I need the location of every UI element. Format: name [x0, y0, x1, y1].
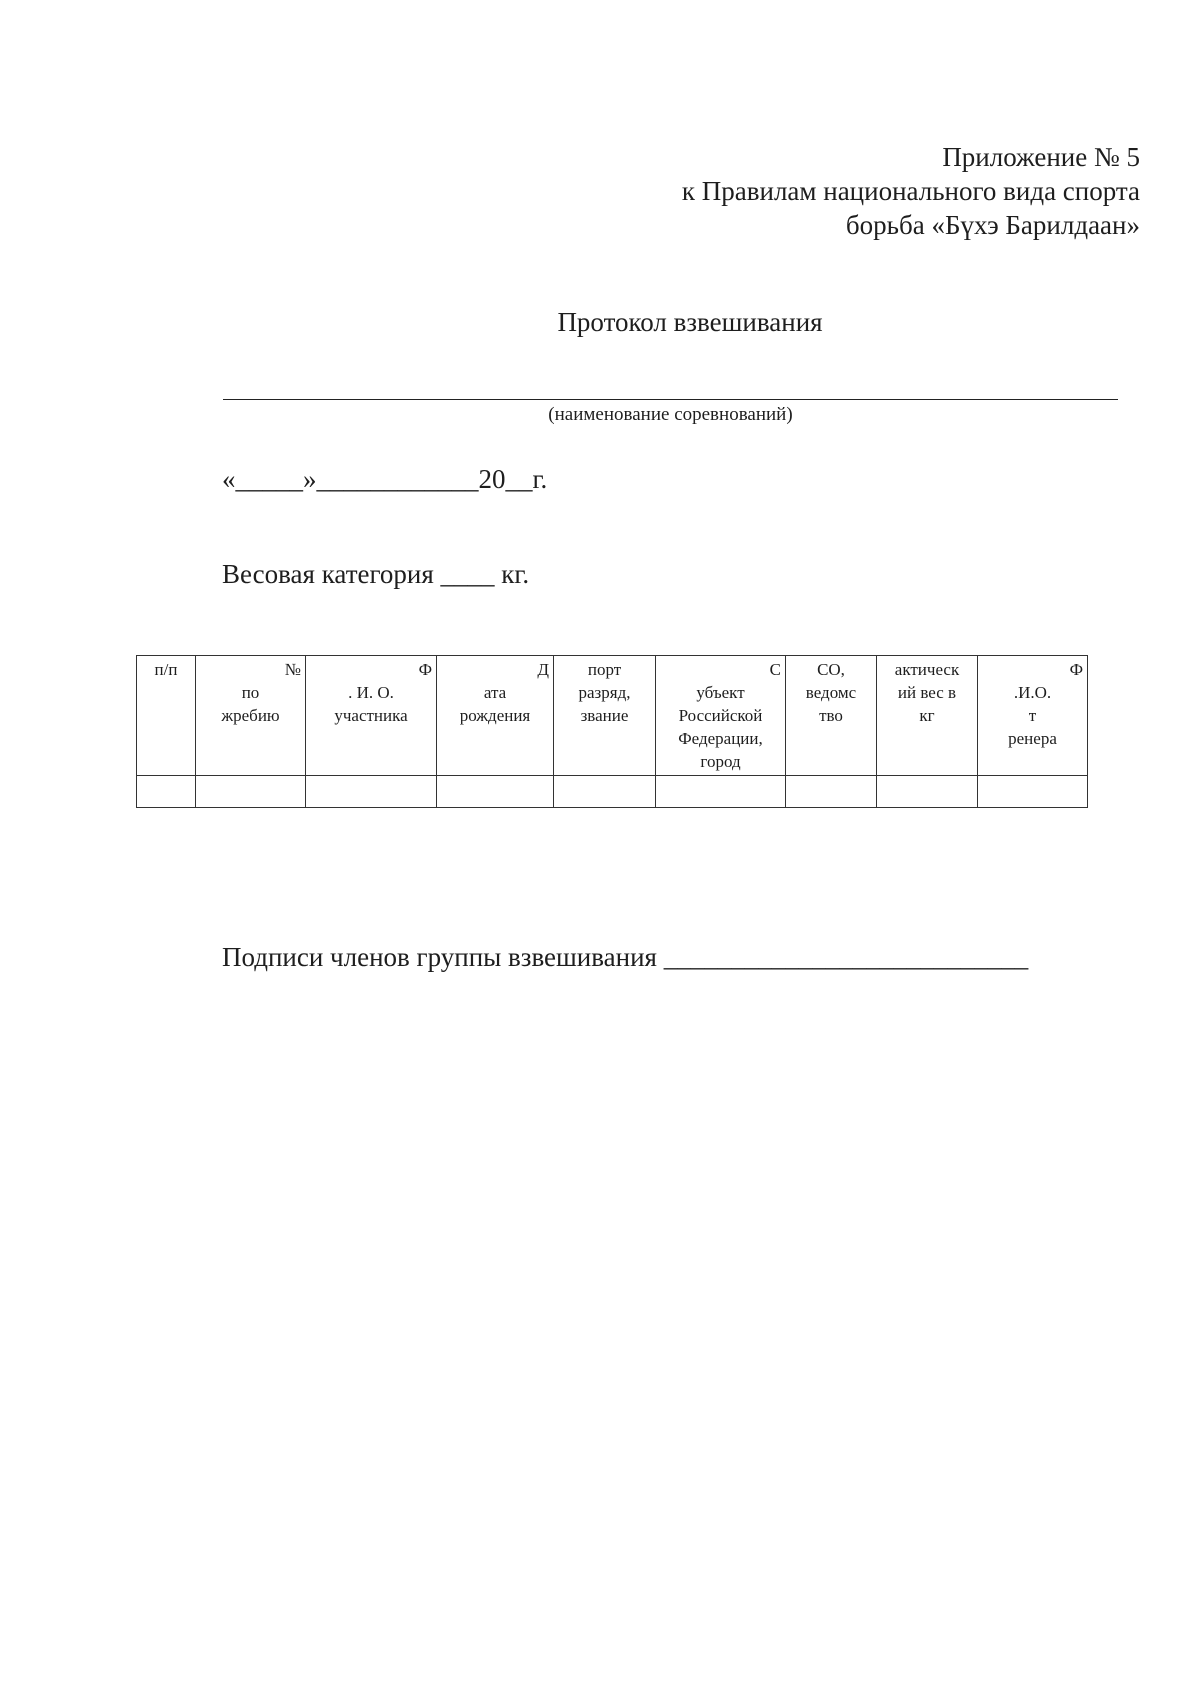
annex-header — [682, 140, 1140, 242]
header-line: кг — [919, 706, 935, 725]
header-line: . И. О. — [348, 683, 394, 702]
table-body — [137, 776, 1088, 808]
table-row — [137, 776, 1088, 808]
header-line: убъект — [696, 683, 745, 702]
header-birth-date — [437, 656, 554, 776]
header-actual-weight — [877, 656, 978, 776]
table-cell[interactable] — [786, 776, 877, 808]
header-line: звание — [580, 706, 629, 725]
header-line: Российской — [678, 706, 763, 725]
header-line: Д — [537, 660, 549, 679]
annex-number: Приложение № 5 — [942, 142, 1140, 172]
table-cell[interactable] — [437, 776, 554, 808]
header-sport-rank — [554, 656, 656, 776]
competition-name-blank — [223, 399, 1118, 400]
header-line: Федерации, — [678, 729, 763, 748]
header-line: Ф — [1069, 660, 1083, 679]
table-cell[interactable] — [306, 776, 437, 808]
header-line: тво — [819, 706, 843, 725]
header-line: т — [1028, 706, 1037, 725]
header-draw-number — [196, 656, 306, 776]
header-sports-club — [786, 656, 877, 776]
header-coach-name — [978, 656, 1088, 776]
header-line: ведомс — [805, 683, 857, 702]
annex-sport-line: борьба «Бүхэ Барилдаан» — [845, 210, 1140, 240]
header-line: ренера — [1008, 729, 1057, 748]
header-line: С — [769, 660, 781, 679]
weigh-in-table — [136, 655, 1088, 808]
header-number — [137, 656, 196, 776]
header-line: СО, — [817, 660, 845, 679]
header-line: рождения — [459, 706, 531, 725]
header-line: № — [284, 660, 301, 679]
header-line: разряд, — [578, 683, 631, 702]
signatures-line: Подписи членов группы взвешивания ___________________________ — [222, 942, 1029, 972]
table-cell[interactable] — [877, 776, 978, 808]
header-line: порт — [587, 660, 622, 679]
header-line: участника — [334, 706, 408, 725]
header-region-city — [656, 656, 786, 776]
header-line: по — [241, 683, 260, 702]
header-line: жребию — [221, 706, 280, 725]
header-participant-name — [306, 656, 437, 776]
table-cell[interactable] — [656, 776, 786, 808]
header-line: Ф — [418, 660, 432, 679]
table-cell[interactable] — [554, 776, 656, 808]
header-line: п/п — [154, 660, 178, 679]
table-cell[interactable] — [137, 776, 196, 808]
header-line: .И.О. — [1013, 683, 1052, 702]
date-field: «_____»____________20__г. — [222, 464, 548, 494]
table-header-row — [137, 656, 1088, 776]
header-line: ий вес в — [897, 683, 957, 702]
document-title: Протокол взвешивания — [557, 307, 823, 337]
header-line: ата — [483, 683, 507, 702]
weight-category-field: Весовая категория ____ кг. — [222, 559, 530, 589]
table-cell[interactable] — [978, 776, 1088, 808]
header-line: актическ — [894, 660, 960, 679]
competition-name-caption: (наименование соревнований) — [548, 404, 793, 425]
header-line: город — [700, 752, 741, 771]
table-cell[interactable] — [196, 776, 306, 808]
annex-rules-line: к Правилам национального вида спорта — [681, 176, 1140, 206]
